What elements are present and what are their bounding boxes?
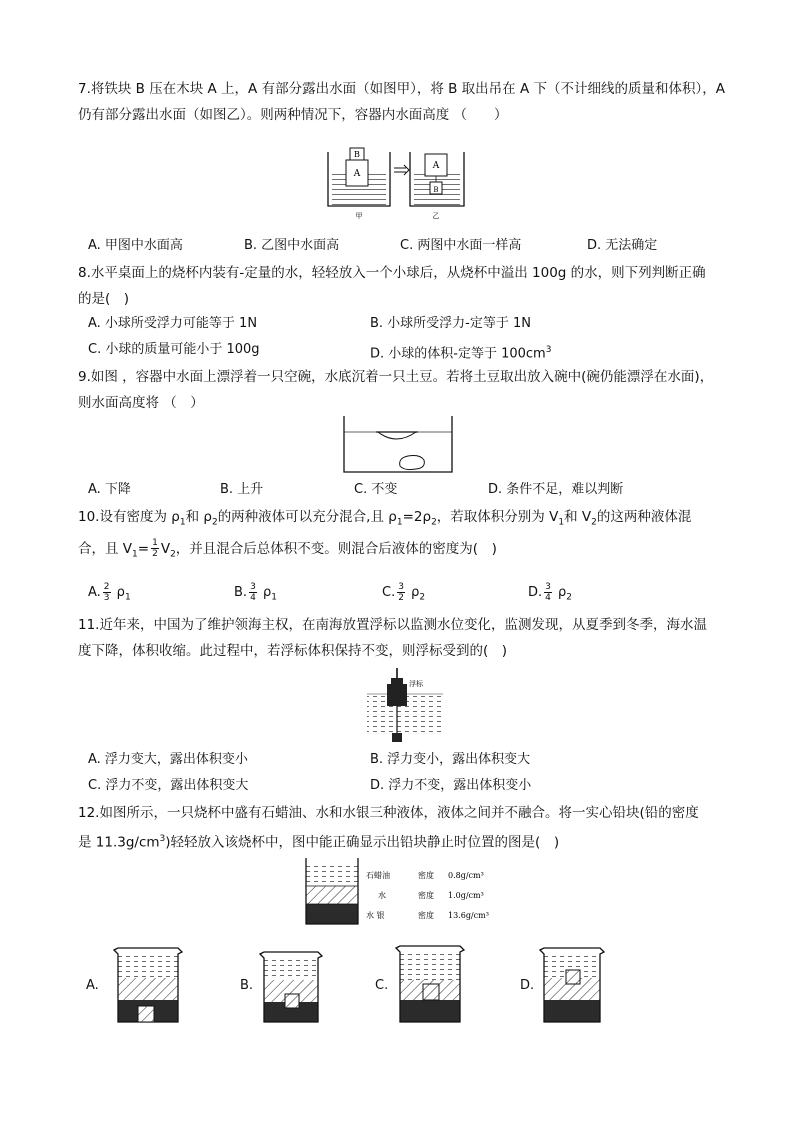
q12-choice-c-label[interactable]: C.: [375, 978, 389, 993]
q7-label-b-right: B: [433, 186, 439, 194]
q7-label-b-left: B: [354, 150, 360, 159]
question-11: [78, 612, 728, 664]
q12-choice-d-label[interactable]: D.: [520, 978, 535, 993]
q10-option-c[interactable]: C. $\frac{3}{2}$ $\rho_2$: [382, 582, 426, 603]
q10-sub-4: 2: [431, 517, 437, 528]
q9-option-a[interactable]: A. 下降: [88, 482, 131, 497]
q12-legend-value-1: 1.0g/cm³: [448, 891, 484, 900]
q10-fraction: [151, 538, 159, 559]
q8-stem-line1: 8.水平桌面上的烧杯内装有-定量的水，轻轻放入一个小球后，从烧杯中溢出 100g 的水，则下列判断正确: [78, 265, 706, 281]
question-8: [78, 260, 728, 312]
q11-stem-line2: 度下降，体积收缩。此过程中，若浮标体积保持不变，则浮标受到的( ): [78, 643, 508, 659]
q9-figure: [338, 414, 458, 476]
q10-text-b: 和 ρ: [185, 509, 212, 525]
q9-stem-line1: 9.如图 ，容器中水面上漂浮着一只空碗，水底沉着一只土豆。若将土豆取出放入碗中(碗仍能漂浮在水面)，: [78, 369, 714, 385]
q10-opt-d-letter: D.: [528, 585, 543, 600]
q12-choice-a-label[interactable]: A.: [86, 978, 99, 993]
q11-option-a[interactable]: A. 浮力变大，露出体积变小: [88, 752, 248, 767]
q9-potato: [400, 456, 425, 470]
question-7: [78, 76, 728, 128]
q10-option-a[interactable]: A. $\frac{2}{3}$ $\rho_1$: [88, 582, 131, 603]
q10-option-d[interactable]: D. $\frac{3}{4}$ $\rho_2$: [528, 582, 573, 603]
q10-frac-num: 1: [152, 538, 158, 549]
q10-opt-a-letter: A.: [88, 585, 101, 600]
q9-option-b[interactable]: B. 上升: [220, 482, 264, 497]
q11-figure: [365, 664, 445, 744]
q12-choice-b-label[interactable]: B.: [240, 978, 254, 993]
q12-legend-value-2: 13.6g/cm³: [448, 911, 489, 920]
q9-bowl: [378, 432, 416, 439]
q12-legend-label-1: 密度: [418, 891, 434, 900]
q7-caption-jia: 甲: [355, 212, 363, 220]
q7-stem-line1: 7.将铁块 B 压在木块 A 上，A 有部分露出水面（如图甲），将 B 取出吊在 A 下（不计细线的质量和体积），A: [78, 81, 725, 97]
q10-text-d: =2ρ: [402, 509, 432, 525]
q7-label-a-right: A: [432, 161, 440, 171]
q12-lead-block-a: [138, 1006, 154, 1022]
q10-opt-a-frac: $\frac{2}{3}$: [103, 582, 110, 603]
question-10: [78, 504, 738, 567]
q11-buoy-label: 浮标: [409, 680, 423, 688]
q7-arrow: [394, 165, 409, 175]
q7-option-d[interactable]: D. 无法确定: [587, 238, 658, 253]
q10-opt-c-frac: $\frac{3}{2}$: [398, 582, 404, 603]
q8-stem-line2: 的是( ): [78, 291, 130, 307]
q12-legend-label-2: 密度: [418, 911, 434, 920]
q12-legend-name-2: 水 银: [366, 911, 385, 920]
q12-legend-label-0: 密度: [418, 871, 434, 880]
q12-lead-block-d: [566, 970, 580, 984]
q12-legend-name-1: 水: [378, 891, 386, 900]
q12-legend-name-0: 石蜡油: [366, 871, 390, 880]
q7-label-a-left: A: [353, 169, 361, 179]
q10-sub-2: 2: [211, 517, 218, 528]
q10-opt-b-frac: $\frac{3}{4}$: [250, 582, 256, 603]
q8-option-d-text: D. 小球的体积-定等于 100cm: [370, 346, 546, 362]
q11-buoy-body: [387, 684, 407, 706]
q10-text-g: 的这两种液体混: [596, 509, 692, 525]
q7-option-b[interactable]: B. 乙图中水面高: [244, 238, 340, 253]
q10-line2-sub2: 2: [170, 549, 176, 560]
q12-stem-line1: 12.如图所示，一只烧杯中盛有石蜡油、水和水银三种液体，液体之间并不融合。将一实心铅块(铅的密度: [78, 805, 699, 821]
q12-reference-figure: [298, 854, 508, 932]
q9-option-d[interactable]: D. 条件不足，难以判断: [488, 482, 624, 497]
q10-line2-b: =: [137, 540, 150, 557]
q7-option-a[interactable]: A. 甲图中水面高: [88, 238, 183, 253]
q10-opt-c-letter: C.: [382, 585, 396, 600]
question-12: [78, 800, 728, 856]
q12-lead-block-c: [423, 984, 439, 1000]
q12-legend-value-0: 0.8g/cm³: [448, 871, 484, 880]
q7-figure: [322, 142, 468, 220]
q10-stem-line1: [78, 504, 738, 536]
q12-stem-line2a: 是 11.3g/cm: [78, 834, 160, 851]
q11-option-b[interactable]: B. 浮力变小，露出体积变大: [370, 752, 531, 767]
q10-sub-6: 2: [591, 517, 597, 528]
q8-option-a[interactable]: A. 小球所受浮力可能等于 1N: [88, 316, 258, 331]
q12-beaker-b[interactable]: [256, 948, 326, 1026]
q9-stem-line2: 则水面高度将 （ ）: [78, 395, 204, 411]
q12-beaker-a[interactable]: [110, 944, 186, 1026]
q11-stem-line1: 11.近年来，中国为了维护领海主权，在南海放置浮标以监测水位变化，监测发现，从夏季到冬季，海水温: [78, 617, 707, 633]
q7-caption-yi: 乙: [432, 212, 440, 220]
q10-text-e: ，若取体积分别为 V: [436, 509, 559, 525]
question-9: [78, 364, 728, 416]
q10-stem-line2: [78, 536, 738, 568]
q8-option-d-sup: 3: [545, 345, 552, 355]
q10-frac-den: 2: [152, 549, 158, 560]
q7-stem-line2: 仍有部分露出水面（如图乙）。则两种情况下，容器内水面高度 （ ）: [78, 107, 508, 123]
q11-anchor: [392, 733, 402, 742]
q12-beaker-d[interactable]: [536, 944, 608, 1026]
q7-container-jia: [328, 148, 390, 220]
q10-line2-a: 合，且 V: [78, 540, 133, 557]
q10-opt-d-frac: $\frac{3}{4}$: [545, 582, 551, 603]
q12-lead-block-b: [285, 994, 299, 1008]
q7-container-yi: [410, 152, 464, 220]
q7-option-c[interactable]: C. 两图中水面一样高: [400, 238, 522, 253]
q12-stem-line2: [78, 826, 728, 856]
q12-stem-sup: 3: [159, 834, 166, 844]
q11-option-c[interactable]: C. 浮力不变，露出体积变大: [88, 778, 249, 793]
q10-sub-5: 1: [558, 517, 565, 528]
q10-text-a: 10.设有密度为 ρ: [78, 509, 180, 525]
q10-sub-3: 1: [396, 517, 403, 528]
q9-option-c[interactable]: C. 不变: [354, 482, 398, 497]
q10-option-b[interactable]: B. $\frac{3}{4}$ $\rho_1$: [234, 582, 277, 603]
q8-option-d[interactable]: [370, 340, 551, 364]
q10-text-f: 和 V: [564, 509, 592, 525]
q10-opt-b-letter: B.: [234, 585, 248, 600]
q12-beaker-c[interactable]: [392, 942, 468, 1026]
q8-option-c[interactable]: C. 小球的质量可能小于 100g: [88, 342, 260, 357]
q10-sub-1: 1: [179, 517, 186, 528]
q8-option-b[interactable]: B. 小球所受浮力-定等于 1N: [370, 316, 532, 331]
q10-line2-c: V: [160, 540, 171, 557]
q10-text-c: 的两种液体可以充分混合,且 ρ: [217, 509, 397, 525]
q10-line2-sub: 1: [132, 549, 138, 560]
q10-line2-d: ，并且混合后总体积不变。则混合后液体的密度为( ): [175, 540, 497, 557]
q11-option-d[interactable]: D. 浮力不变，露出体积变小: [370, 778, 532, 793]
q12-stem-line2b: )轻轻放入该烧杯中，图中能正确显示出铅块静止时位置的图是( ): [165, 834, 560, 851]
